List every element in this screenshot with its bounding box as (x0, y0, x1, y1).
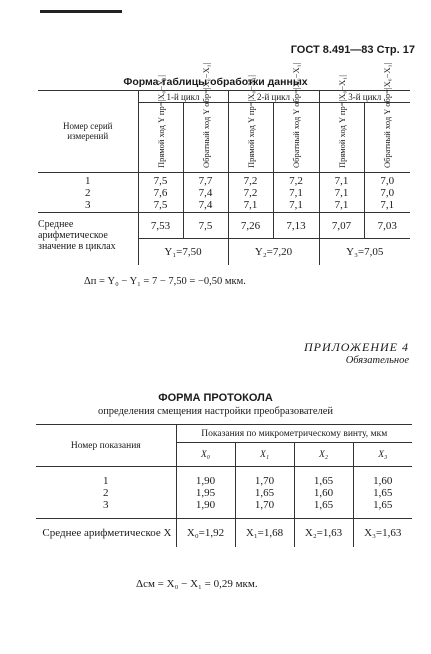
table1-data-rows (38, 173, 410, 213)
protocol-title: ФОРМА ПРОТОКОЛА (158, 392, 273, 404)
col-x1: X₁ (235, 443, 294, 467)
series-labels: 1 2 3 (85, 174, 91, 211)
table-cell: 7,1 7,1 7,1 (319, 173, 364, 213)
col-forward-2: Прямой ход Y пр=|X₀−X₁| (228, 103, 273, 173)
table1-title: Форма таблицы обработки данных (123, 76, 308, 88)
appendix-subtitle: Обязательное (345, 355, 409, 366)
col-forward-1: Прямой ход Y пр=|X₀−X₁| (138, 103, 183, 173)
reading-labels: 1 2 3 (103, 474, 109, 511)
cycle-1-header: 1-й цикл (138, 91, 228, 103)
table-cell: 7,2 7,1 7,1 (273, 173, 319, 213)
mean-x2: X₂=1,63 (294, 519, 353, 547)
table-cell: 7,2 7,2 7,1 (228, 173, 273, 213)
cycle-mean-3: Y₃=7,05 (319, 239, 410, 265)
col-backward-1: Обратный ход Y обр=|X₀−X₁| (183, 103, 228, 173)
table-cell: 1,70 1,65 1,70 (235, 467, 294, 519)
protocol-table (36, 424, 412, 547)
readings-group-header: Показания по микрометрическому винту, мкм (176, 425, 412, 443)
mean-value: 7,07 (319, 213, 364, 239)
table-cell: 7,5 7,6 7,5 (138, 173, 183, 213)
col-x0: X₀ (176, 443, 235, 467)
col-forward-3: Прямой ход Y пр=|X₀−X₁| (319, 103, 364, 173)
appendix-heading (304, 340, 409, 366)
reading-number-header: Номер показания (36, 425, 176, 467)
series-header: Номер серий измерений (38, 91, 138, 173)
cycle-3-header: 3-й цикл (319, 91, 410, 103)
mean-value: 7,5 (183, 213, 228, 239)
mean-value: 7,03 (364, 213, 410, 239)
cycle-2-header: 2-й цикл (228, 91, 319, 103)
table-cell: 7,7 7,4 7,4 (183, 173, 228, 213)
mean-x3: X₃=1,63 (353, 519, 412, 547)
appendix-title: ПРИЛОЖЕНИЕ 4 (304, 340, 409, 354)
mean-label: Среднее арифметическое значение в циклах (38, 219, 116, 252)
running-head: ГОСТ 8.491—83 Стр. 17 (290, 44, 415, 56)
mean-value: 7,13 (273, 213, 319, 239)
top-rule (40, 10, 122, 13)
col-x3: X₃ (353, 443, 412, 467)
protocol-subtitle: определения смещения настройки преобразователей (97, 406, 334, 417)
table-cell: 1,60 1,65 1,65 (353, 467, 412, 519)
col-backward-3: Обратный ход Y обр=|X₀−X₁| (364, 103, 410, 173)
formula-delta-sm: Δсм = X₀ − X₁ = 0,29 мкм. (136, 578, 258, 590)
mean-x0: X₀=1,92 (176, 519, 235, 547)
cycle-mean-1: Y₁=7,50 (138, 239, 228, 265)
col-backward-2: Обратный ход Y обр=|X₀−X₁| (273, 103, 319, 173)
table-cell: 1,90 1,95 1,90 (176, 467, 235, 519)
mean-value: 7,53 (138, 213, 183, 239)
table-cell: 1,65 1,60 1,65 (294, 467, 353, 519)
mean-value: 7,26 (228, 213, 273, 239)
col-x2: X₂ (294, 443, 353, 467)
mean-x1: X₁=1,68 (235, 519, 294, 547)
table-cell: 7,0 7,0 7,1 (364, 173, 410, 213)
cycle-mean-2: Y₂=7,20 (228, 239, 319, 265)
formula-delta-p: Δп = Y₀ − Y₁ = 7 − 7,50 = −0,50 мкм. (84, 276, 246, 287)
protocol-mean-label: Среднее арифметическое X (42, 526, 172, 539)
